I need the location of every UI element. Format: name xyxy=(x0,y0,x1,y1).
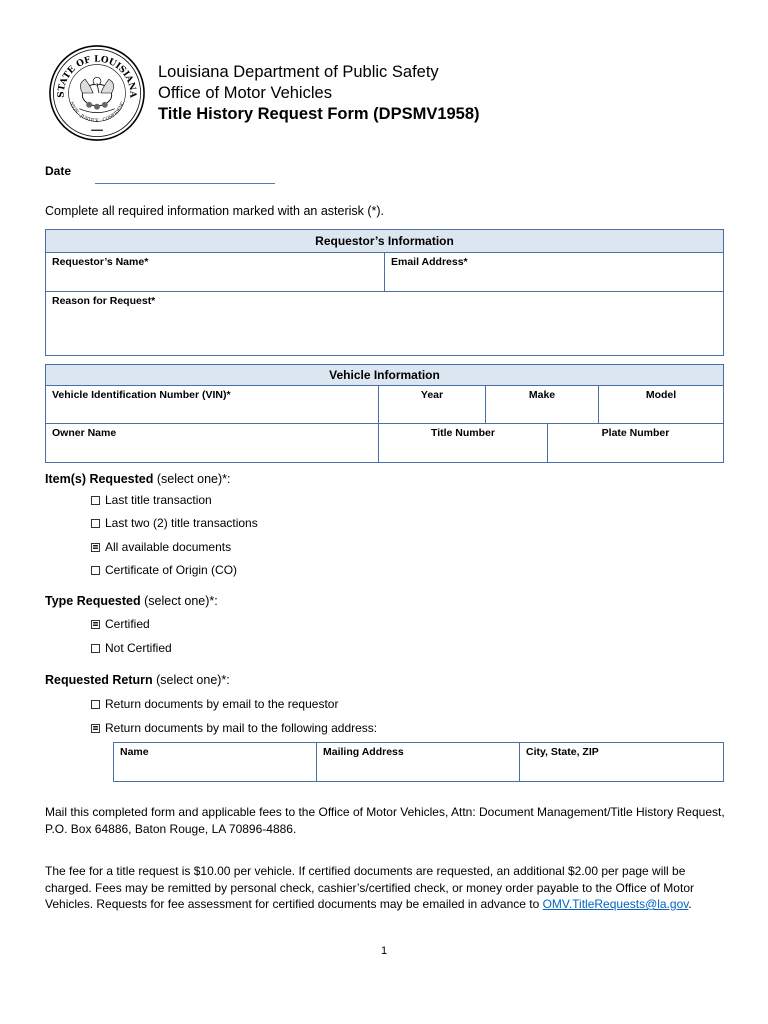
option-return-email[interactable]: Return documents by email to the requestor xyxy=(91,697,338,711)
year-field[interactable] xyxy=(379,386,486,424)
mailing-address-field[interactable] xyxy=(317,743,520,782)
year-label: Year xyxy=(420,389,444,401)
fee-email-link[interactable]: OMV.TitleRequests@la.gov xyxy=(542,897,689,911)
requested-return-heading: Requested Return (select one)*: xyxy=(45,673,230,687)
make-field[interactable] xyxy=(486,386,599,424)
instructions: Complete all required information marked with an asterisk (*). xyxy=(45,204,385,218)
checkbox-icon[interactable] xyxy=(91,644,100,653)
date-label: Date xyxy=(45,164,72,178)
mail-instructions: Mail this completed form and applicable fees to the Office of Motor Vehicles, Attn: Document Management/Title History Request, P.O. Box 64886, Baton Rouge, LA 70896-4886. xyxy=(45,805,725,836)
title-number-field[interactable] xyxy=(379,424,548,463)
plate-number-label: Plate Number xyxy=(601,427,670,439)
checkbox-icon[interactable] xyxy=(91,700,100,709)
reason-label: Reason for Request* xyxy=(52,295,156,307)
vin-label: Vehicle Identification Number (VIN)* xyxy=(52,389,231,401)
header xyxy=(158,62,480,125)
items-requested-heading: Item(s) Requested (select one)*: xyxy=(45,472,231,486)
department-name: Louisiana Department of Public Safety xyxy=(158,63,439,81)
requestor-table xyxy=(45,229,724,356)
checkbox-icon[interactable] xyxy=(91,620,100,629)
state-seal-icon xyxy=(48,44,146,142)
checkbox-icon[interactable] xyxy=(91,724,100,733)
fee-paragraph: The fee for a title request is $10.00 per vehicle. If certified documents are requested, an additional $2.00 per page will be charged. Fees may be remitted by personal check, cashier’s/certified check, or money order payable to the Office of Motor Vehicles. Requests for fee assessment for certified documents may be emailed in advance to OMV.TitleRequests@la.gov. xyxy=(45,864,694,911)
type-requested-heading: Type Requested (select one)*: xyxy=(45,594,218,608)
owner-name-field[interactable] xyxy=(46,424,379,463)
mailing-address-table xyxy=(113,742,724,782)
mail-name-label: Name xyxy=(120,746,149,758)
vin-field[interactable] xyxy=(46,386,379,424)
model-label: Model xyxy=(645,389,677,401)
vehicle-heading: Vehicle Information xyxy=(46,365,724,386)
seal-text-top: STATE OF LOUISIANA xyxy=(56,54,138,98)
requestor-heading: Requestor’s Information xyxy=(46,230,724,253)
office-name: Office of Motor Vehicles xyxy=(158,84,332,102)
date-field[interactable] xyxy=(95,183,275,184)
model-field[interactable] xyxy=(599,386,724,424)
option-not-certified[interactable]: Not Certified xyxy=(91,641,172,655)
city-state-zip-label: City, State, ZIP xyxy=(526,746,599,758)
seal-text-bottom: NION · JUSTICE · CONFIDENC xyxy=(68,100,127,124)
make-label: Make xyxy=(528,389,556,401)
option-certified[interactable]: Certified xyxy=(91,617,150,631)
option-last-title[interactable]: Last title transaction xyxy=(91,493,212,507)
form-title: Title History Request Form (DPSMV1958) xyxy=(158,105,480,123)
title-number-label: Title Number xyxy=(431,427,495,439)
option-all-documents[interactable]: All available documents xyxy=(91,540,231,554)
mailing-address-label: Mailing Address xyxy=(323,746,404,758)
plate-number-field[interactable] xyxy=(548,424,724,463)
checkbox-icon[interactable] xyxy=(91,543,100,552)
email-field[interactable] xyxy=(385,253,724,292)
vehicle-table xyxy=(45,364,724,463)
requestor-name-field[interactable] xyxy=(46,253,385,292)
reason-field[interactable] xyxy=(46,292,724,356)
option-certificate-of-origin[interactable]: Certificate of Origin (CO) xyxy=(91,563,237,577)
option-last-two-titles[interactable]: Last two (2) title transactions xyxy=(91,516,258,530)
mail-name-field[interactable] xyxy=(114,743,317,782)
city-state-zip-field[interactable] xyxy=(520,743,724,782)
owner-name-label: Owner Name xyxy=(52,427,117,439)
checkbox-icon[interactable] xyxy=(91,566,100,575)
checkbox-icon[interactable] xyxy=(91,519,100,528)
requestor-name-label: Requestor’s Name* xyxy=(52,256,149,268)
checkbox-icon[interactable] xyxy=(91,496,100,505)
email-label: Email Address* xyxy=(391,256,468,268)
option-return-mail[interactable]: Return documents by mail to the following address: xyxy=(91,721,377,735)
page-number: 1 xyxy=(380,945,388,957)
